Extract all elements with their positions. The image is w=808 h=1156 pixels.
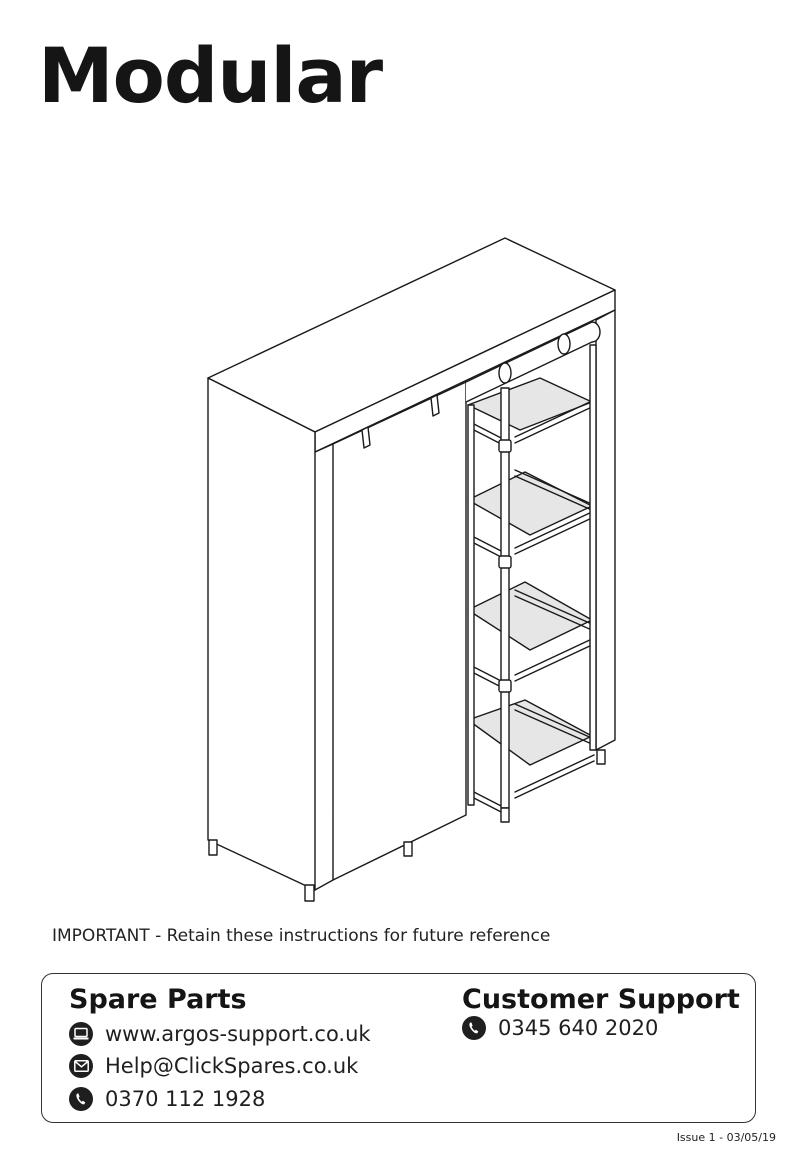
important-notice: IMPORTANT - Retain these instructions for future reference [52, 926, 551, 946]
frame-pole [468, 405, 474, 805]
customer-support-phone-number[interactable]: 0345 640 2020 [498, 1016, 659, 1040]
email-link[interactable]: Help@ClickSpares.co.uk [105, 1054, 359, 1078]
document-title: Modular [38, 31, 383, 120]
wardrobe-right-frame [596, 310, 615, 750]
phone-icon [69, 1087, 93, 1111]
foot [501, 808, 509, 822]
customer-support-heading: Customer Support [462, 984, 740, 1015]
spare-parts-phone-number[interactable]: 0370 112 1928 [105, 1087, 266, 1111]
envelope-icon [69, 1054, 93, 1078]
phone-icon [462, 1016, 486, 1040]
foot [305, 885, 314, 901]
frame-pole [499, 388, 511, 808]
support-box [41, 973, 756, 1123]
laptop-icon [69, 1022, 93, 1046]
spare-parts-phone[interactable] [69, 1087, 265, 1111]
door-tab [431, 395, 439, 416]
frame-pole [590, 345, 596, 750]
wardrobe-illustration [195, 225, 625, 915]
shelf [468, 470, 594, 559]
foot [209, 840, 217, 855]
wardrobe-left-side [208, 378, 315, 890]
customer-support-phone[interactable] [462, 1016, 658, 1040]
shelf [468, 700, 594, 814]
foot [404, 842, 412, 856]
shelf [468, 582, 594, 689]
wardrobe-door [333, 382, 466, 880]
issue-date: Issue 1 - 03/05/19 [676, 1131, 776, 1144]
spare-parts-website[interactable] [69, 1022, 371, 1046]
door-tab [362, 427, 370, 448]
spare-parts-heading: Spare Parts [69, 984, 247, 1015]
foot [597, 750, 605, 764]
spare-parts-email[interactable] [69, 1054, 358, 1078]
website-link[interactable]: www.argos-support.co.uk [105, 1022, 371, 1046]
